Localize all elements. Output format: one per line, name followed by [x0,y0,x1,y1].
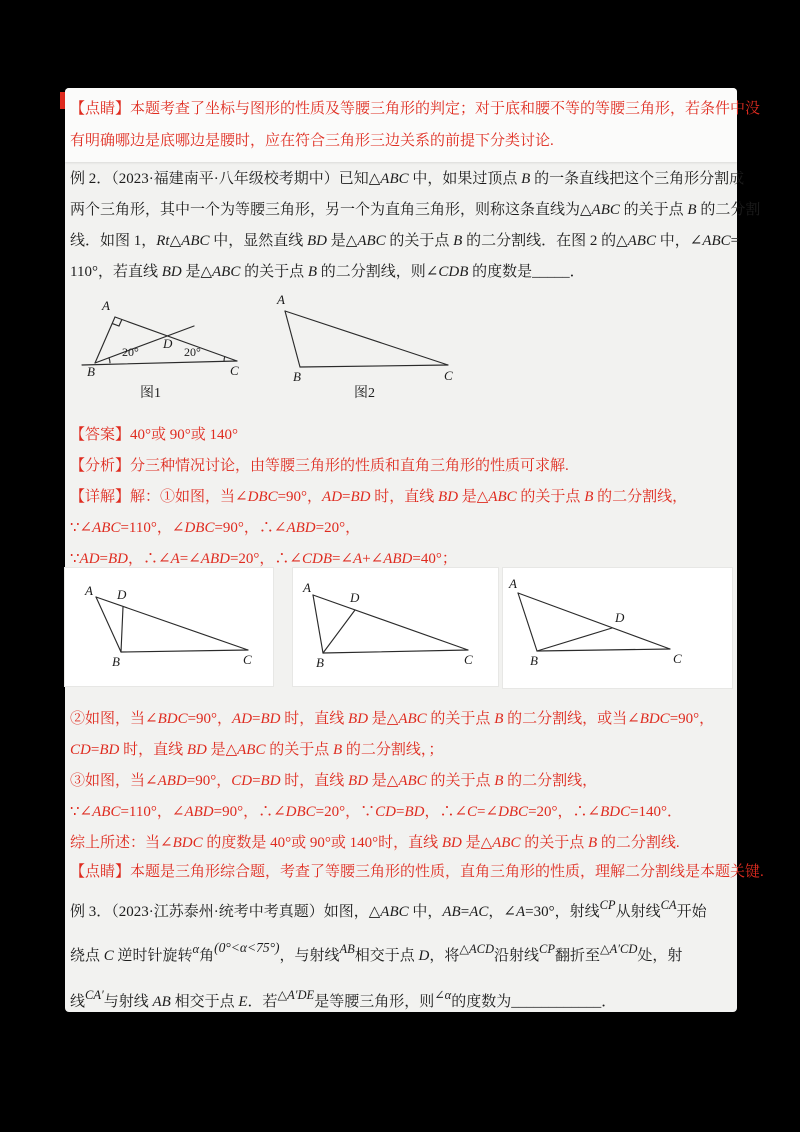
problem3-line-1: 例 3．（2023·江苏泰州·统考中考真题）如图，△ABC 中，AB=AC，∠A=30°，射线$^{CP}$从射线$^{CA}$开始 [70,898,707,920]
solution-figure-1-edges [96,597,248,652]
vertex-label-d: D [117,587,127,602]
solution-line-1: 【详解】解：①如图，当∠DBC=90°，AD=BD 时，直线 BD 是△ABC 的关于点 B 的二分割线， [70,489,688,505]
vertex-label-a: A [277,292,285,307]
solution-figure-1 [65,568,273,686]
solution-case3-line-1: ③如图，当∠ABD=90°，CD=BD 时，直线 BD 是△ABC 的关于点 B 的二分割线， [70,773,598,789]
solution-figure-3-box [503,568,732,688]
problem3-line-2: 绕点 C 逆时针旋转$^\alpha$角(0°<α<75°)，与射线$^{AB}$相交于点 D，将$^{\triangle ACD}$沿射线$^{CP}$翻折至$^{\triangle A'CD}$处，射 [70,940,683,964]
solution-figure-1-box [65,568,273,686]
figure-1-triangle-diagram [72,291,277,403]
figure-1-caption: 图1 [140,386,161,401]
note-line-1: 【点睛】本题考查了坐标与图形的性质及等腰三角形的判定；对于底和腰不等的等腰三角形，若条件中没 [70,101,761,117]
vertex-label-c: C [444,368,453,383]
angle-arc-b [109,358,110,363]
note-line-2: 有明确哪边是底哪边是腰时，应在符合三角形三边关系的前提下分类讨论. [70,133,554,149]
solution-case3-line-2: ∵∠ABC=110°，∠ABD=90°，∴∠DBC=20°，∵CD=BD，∴∠C=∠DBC=20°，∴∠BDC=140°． [70,804,683,820]
problem2-line-3: 线．如图 1，Rt△ABC 中，显然直线 BD 是△ABC 的关于点 B 的二分割线．在图 2 的△ABC 中，∠ABC= [70,233,740,249]
analysis-line: 【分析】分三种情况讨论，由等腰三角形的性质和直角三角形的性质可求解. [70,458,569,474]
vertex-label-a: A [303,580,311,595]
vertex-label-c: C [673,651,682,666]
figure-2-triangle-diagram [270,291,470,403]
solution-figure-3-edges [518,593,670,651]
vertex-label-a: A [509,576,517,591]
vertex-label-b: B [112,654,120,669]
solution-figure-2-edges [313,595,468,653]
solution-figure-2-box [293,568,498,686]
vertex-label-a: A [85,583,93,598]
note2-line: 【点睛】本题是三角形综合题，考查了等腰三角形的性质，直角三角形的性质，理解二分割线是本题关键. [70,864,764,880]
vertex-label-d: D [615,610,625,625]
figure-2-edges [285,311,448,367]
problem2-line-2: 两个三角形，其中一个为等腰三角形，另一个为直角三角形，则称这条直线为△ABC 的关于点 B 的二分割 [70,202,761,218]
solution-case2-line-1: ②如图，当∠BDC=90°，AD=BD 时，直线 BD 是△ABC 的关于点 B 的二分割线，或当∠BDC=90°， [70,711,715,727]
vertex-label-b: B [293,369,301,384]
solution-figure-2 [293,568,498,686]
angle-label-20-right: 20° [184,345,201,359]
solution-summary-line: 综上所述：当∠BDC 的度数是 40°或 90°或 140°时，直线 BD 是△ABC 的关于点 B 的二分割线. [70,835,680,851]
document-page [65,88,764,1012]
solution-case2-line-2: CD=BD 时，直线 BD 是△ABC 的关于点 B 的二分割线，； [70,742,444,758]
vertex-label-d: D [163,336,173,351]
angle-arc-c [224,357,225,362]
vertex-label-d: D [350,590,360,605]
solution-line-3: ∵AD=BD，∴∠A=∠ABD=20°，∴∠CDB=∠A+∠ABD=40°； [70,551,457,567]
vertex-label-c: C [243,652,252,667]
figure-1-edges [82,317,237,365]
solution-line-2: ∵∠ABC=110°，∠DBC=90°，∴∠ABD=20°， [70,520,361,536]
problem2-line-4: 110°，若直线 BD 是△ABC 的关于点 B 的二分割线，则∠CDB 的度数是_____． [70,264,585,280]
vertex-label-b: B [316,655,324,670]
vertex-label-b: B [87,364,95,379]
vertex-label-c: C [230,363,239,378]
figure-2-caption: 图2 [354,386,375,401]
vertex-label-c: C [464,652,473,667]
problem2-line-1: 例 2．（2023·福建南平·八年级校考期中）已知△ABC 中，如果过顶点 B 的一条直线把这个三角形分割成 [70,171,745,187]
solution-figure-3 [503,568,732,688]
vertex-label-a: A [102,298,110,313]
angle-label-20-left: 20° [122,345,139,359]
vertex-label-b: B [530,653,538,668]
problem3-line-3: 线$^{CA'}$与射线 AB 相交于点 E．若$^{\triangle A'DE}$是等腰三角形，则$^{\angle\alpha}$的度数为____________． [70,988,617,1010]
answer-line: 【答案】40°或 90°或 140° [70,427,238,443]
